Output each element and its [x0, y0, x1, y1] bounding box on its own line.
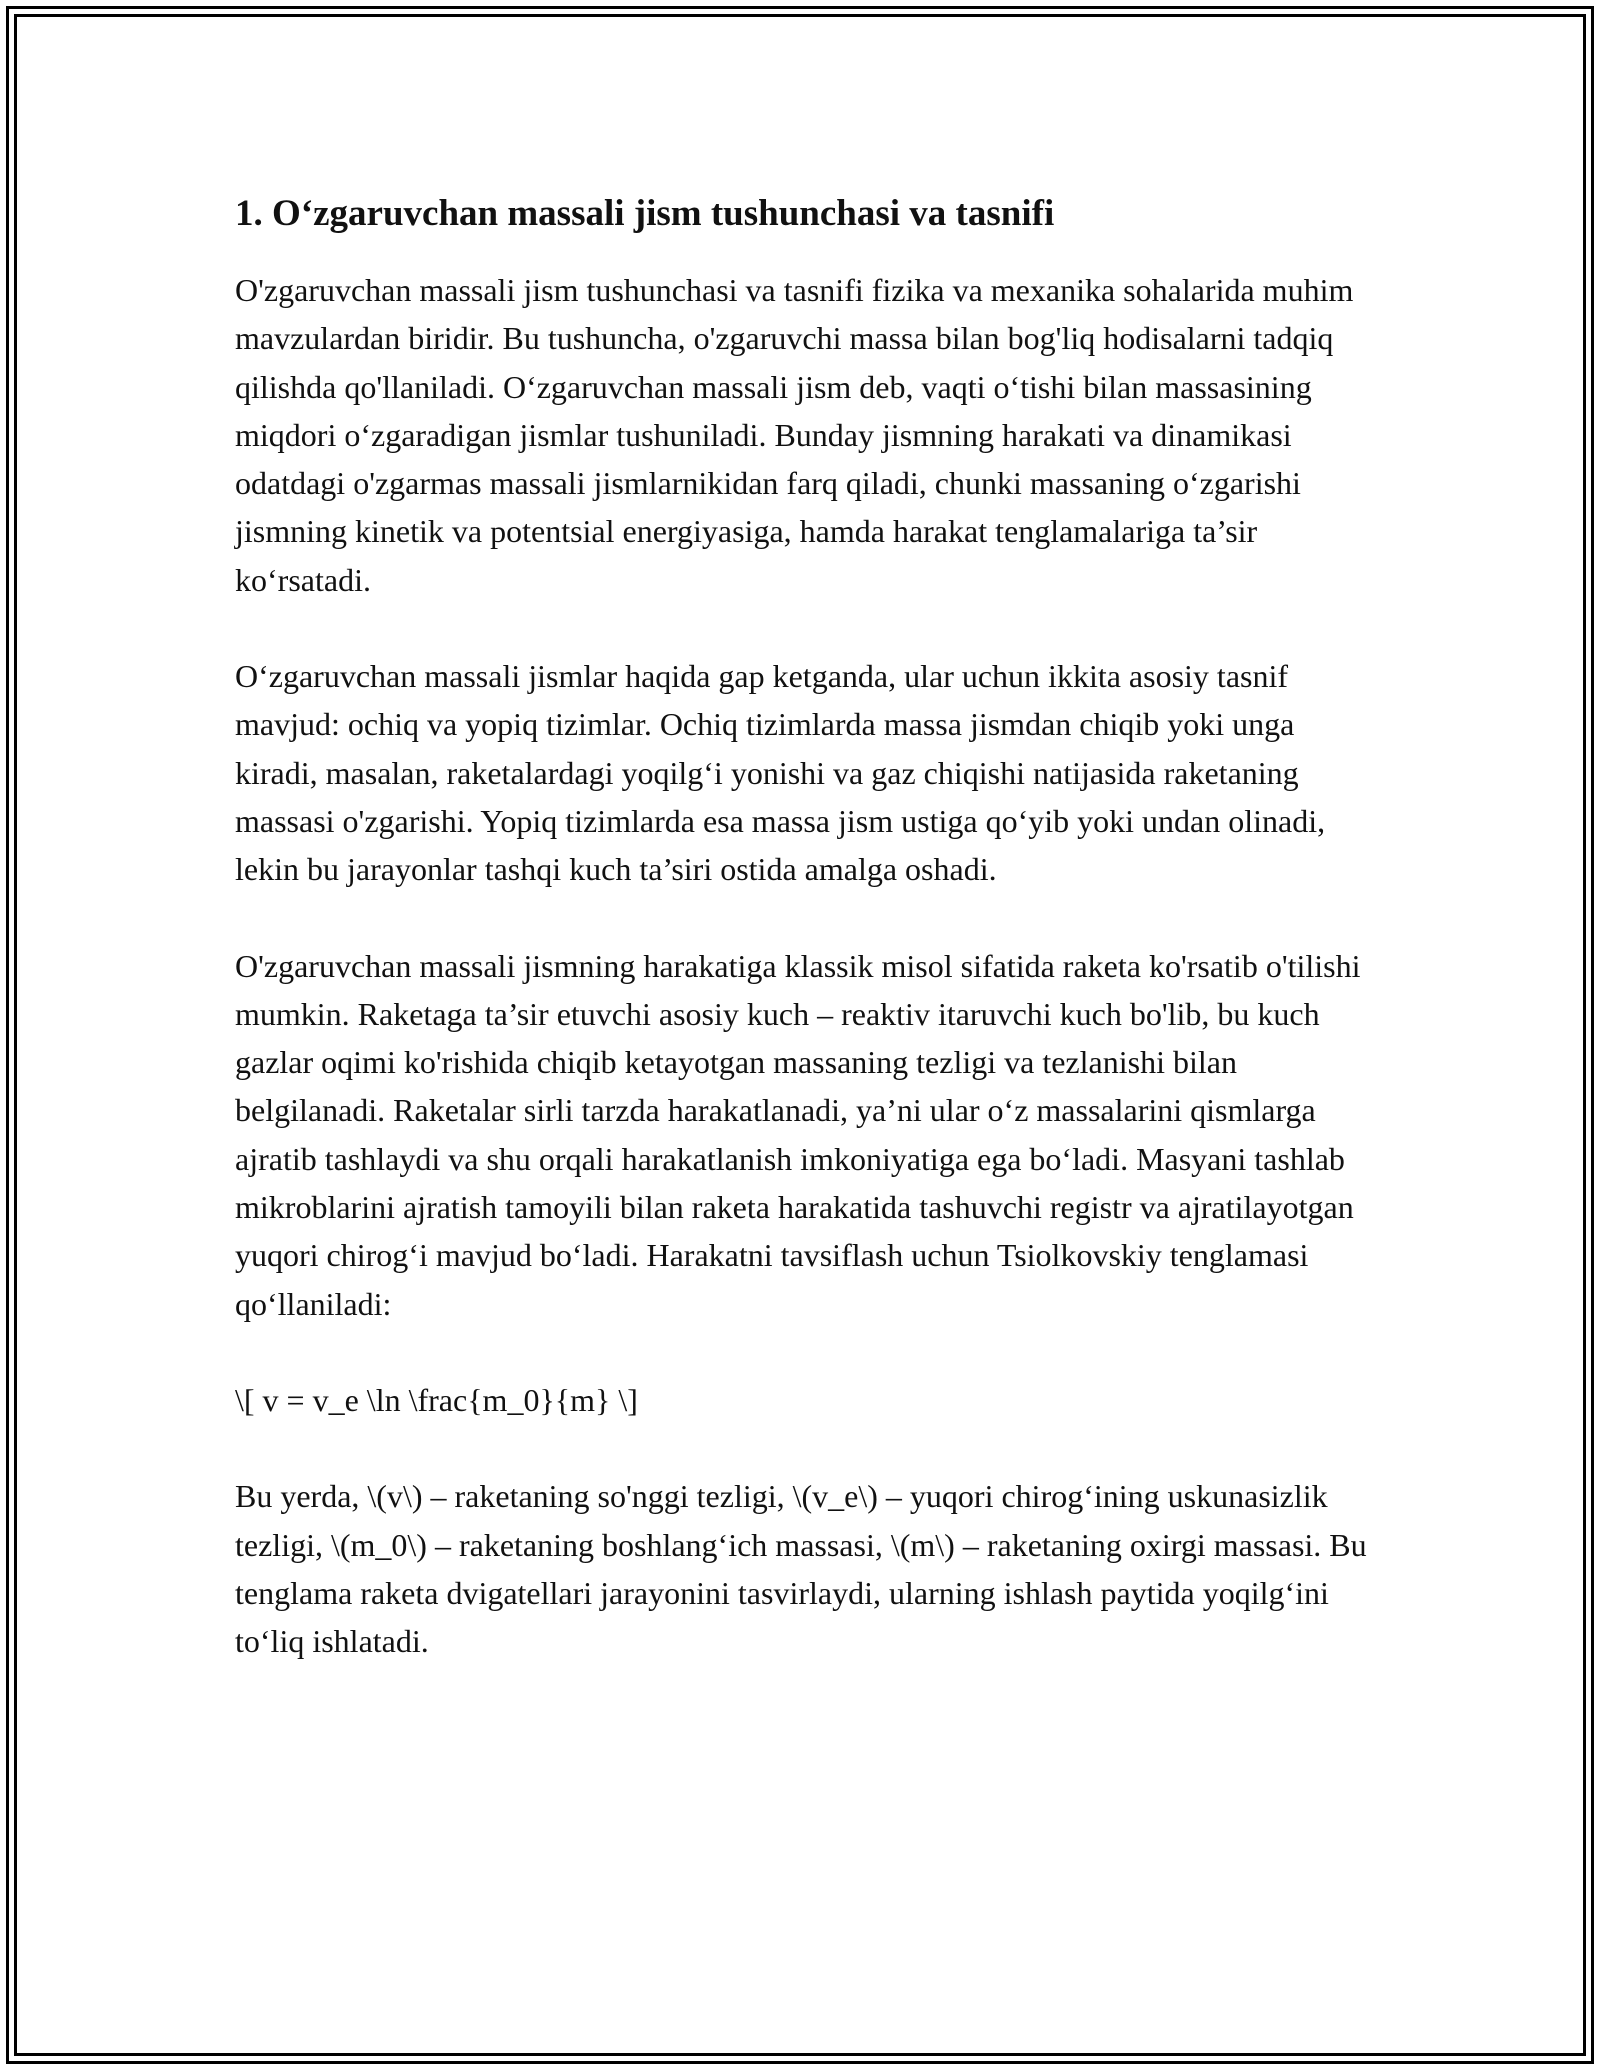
paragraph-formula-explanation: Bu yerda, \(v\) – raketaning so'nggi tezligi, \(v_e\) – yuqori chirog‘ining uskunasizlik tezligi, \(m_0\) – raketaning boshlang‘ich massasi, \(m\) – raketaning oxirgi massasi. Bu tenglama raketa dvigatellari jarayonini tasvirlaydi, ularning ishlash paytida yoqilg‘ini to‘liq ishlatadi. [235, 1478, 1367, 1660]
paragraph-definition: O'zgaruvchan massali jism tushunchasi va tasnifi fizika va mexanika sohalarida muhim mavzulardan biridir. Bu tushuncha, o'zgaruvchi massa bilan bog'liq hodisalarni tadqiq qilishda qo'llaniladi. O‘zgaruvchan massali jism deb, vaqti o‘tishi bilan massasining miqdori o‘zgaradigan jismlar tushuniladi. Bunday jismning harakati va dinamikasi odatdagi o'zgarmas massali jismlarnikidan farq qiladi, chunki massaning o‘zgarishi jismning kinetik va potentsial energiyasiga, hamda harakat tenglamalariga ta’sir ko‘rsatadi. [235, 272, 1354, 598]
section-heading: 1. O‘zgaruvchan massali jism tushunchasi va tasnifi [235, 193, 1055, 234]
paragraph-rocket-example: O'zgaruvchan massali jismning harakatiga klassik misol sifatida raketa ko'rsatib o'tilishi mumkin. Raketaga ta’sir etuvchi asosiy kuch – reaktiv itaruvchi kuch bo'lib, bu kuch gazlar oqimi ko'rishida chiqib ketayotgan massaning tezligi va tezlanishi bilan belgilanadi. Raketalar sirli tarzda harakatlanadi, ya’ni ular o‘z massalarini qismlarga ajratib tashlaydi va shu orqali harakatlanish imkoniyatiga ega bo‘ladi. Masyani tashlab mikroblarini ajratish tamoyili bilan raketa harakatida tashuvchi registr va ajratilayotgan yuqori chirog‘i mavjud bo‘ladi. Harakatni tavsiflash uchun Tsiolkovskiy tenglamasi qo‘llaniladi: [235, 947, 1361, 1322]
paragraph-classification: O‘zgaruvchan massali jismlar haqida gap ketganda, ular uchun ikkita asosiy tasnif mavjud: ochiq va yopiq tizimlar. Ochiq tizimlarda massa jismdan chiqib yoki unga kiradi, masalan, raketalardagi yoqilg‘i yonishi va gaz chiqishi natijasida raketaning massasi o'zgarishi. Yopiq tizimlarda esa massa jism ustiga qo‘yib yoki undan olinadi, lekin bu jarayonlar tashqi kuch ta’siri ostida amalga oshadi. [235, 658, 1326, 888]
document-body [235, 188, 1375, 1713]
tsiolkovsky-formula: \[ v = v_e \ln \frac{m_0}{m} \] [235, 1381, 638, 1418]
